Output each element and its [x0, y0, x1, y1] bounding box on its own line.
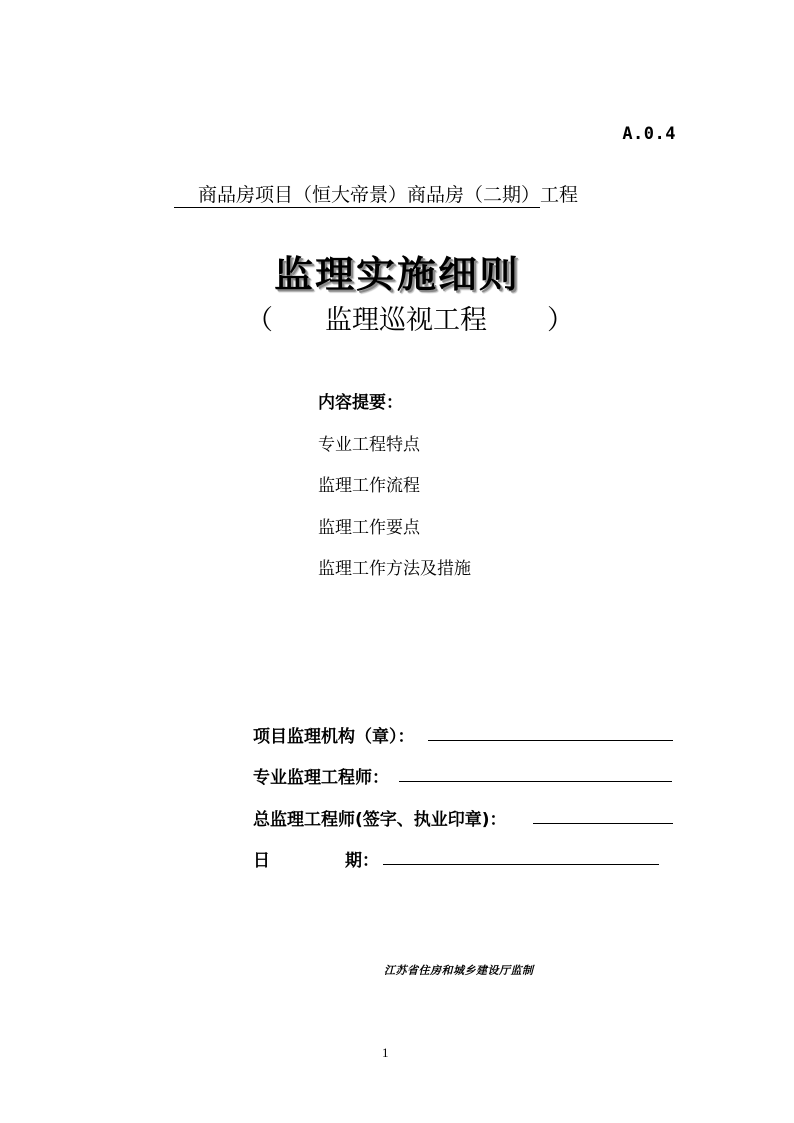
- project-suffix: 工程: [540, 184, 579, 206]
- summary-item: 监理工作流程: [318, 476, 420, 496]
- page-number: 1: [382, 1045, 389, 1060]
- subtitle-paren-open: （: [246, 305, 273, 336]
- document-main-title: 监理实施细则: [274, 253, 520, 296]
- subtitle-paren-close: ）: [547, 305, 574, 336]
- document-subtitle: [246, 298, 574, 337]
- subtitle-text: 监理巡视工程: [325, 305, 487, 336]
- form-code: A.0.4: [622, 124, 676, 144]
- signature-org-label: 项目监理机构（章）：: [253, 727, 415, 747]
- summary-item: 监理工作方法及措施: [318, 559, 471, 579]
- project-name-underlined: [174, 184, 540, 208]
- signature-engineer-label: 专业监理工程师：: [253, 768, 389, 788]
- issuer-note: 江苏省住房和城乡建设厅监制: [384, 964, 534, 977]
- signature-chief-label: 总监理工程师(签字、执业印章)：: [253, 810, 507, 830]
- summary-item: 监理工作要点: [318, 518, 420, 538]
- signature-chief-line: [533, 823, 673, 824]
- signature-date-label-left: 日: [253, 851, 270, 871]
- project-name: 商品房项目（恒大帝景）商品房（二期）: [198, 184, 541, 206]
- summary-item: 专业工程特点: [318, 435, 420, 455]
- signature-date-line: [383, 864, 659, 865]
- signature-date-label-right: 期：: [345, 851, 379, 871]
- signature-org-line: [428, 740, 673, 741]
- signature-engineer-line: [399, 781, 672, 782]
- summary-label: 内容提要：: [318, 393, 403, 413]
- project-title-line: [174, 180, 578, 207]
